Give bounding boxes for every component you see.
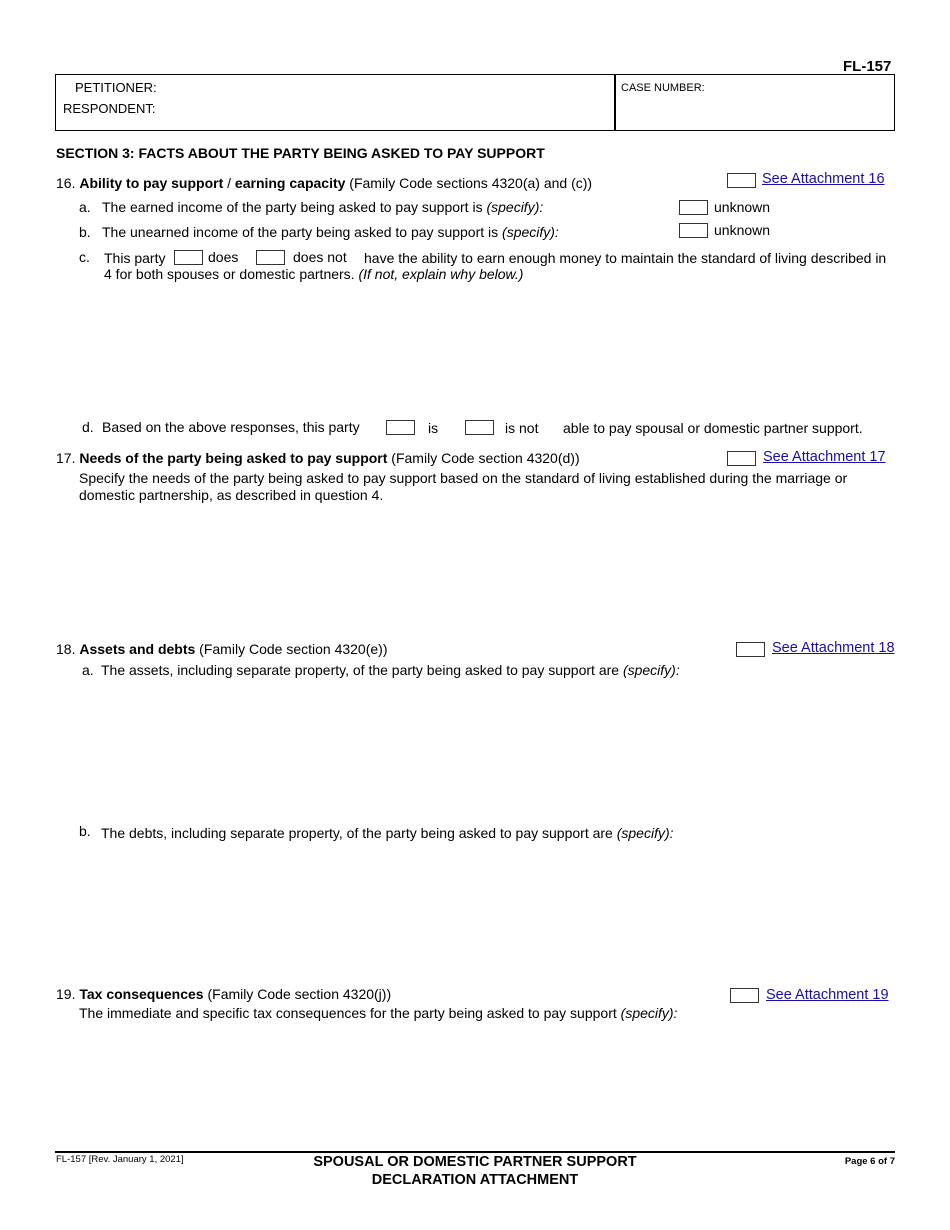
q16d-letter: d.: [82, 419, 94, 435]
q16b-text: [102, 224, 559, 240]
q16d-text: Based on the above responses, this party: [102, 419, 360, 435]
q16a-specify: (specify):: [486, 199, 544, 215]
q16c-does-checkbox[interactable]: [174, 250, 203, 265]
q16-title-sep: /: [223, 175, 235, 191]
q18a-specify: (specify):: [622, 662, 680, 678]
q16-title-rest: (Family Code sections 4320(a) and (c)): [345, 175, 593, 191]
q18a-answer-field[interactable]: [95, 684, 890, 816]
q16d-is-not-label: is not: [505, 420, 539, 436]
q16d-is-not-checkbox[interactable]: [465, 420, 494, 435]
q16c-text-line2: [104, 266, 523, 282]
q18b-text-main: The debts, including separate property, of the party being asked to pay support are: [101, 825, 617, 841]
form-id: FL-157: [843, 58, 892, 75]
q17-title-rest: (Family Code section 4320(d)): [387, 450, 580, 466]
q17-line2: domestic partnership, as described in question 4.: [79, 487, 384, 503]
footer-rule: [55, 1151, 895, 1153]
q16d-is-checkbox[interactable]: [386, 420, 415, 435]
q16-number: 16.: [56, 175, 76, 191]
caption-divider: [614, 74, 616, 131]
q16d-text-end: able to pay spousal or domestic partner support.: [563, 420, 863, 436]
q16-attachment-link[interactable]: See Attachment 16: [762, 171, 885, 187]
q17-title-bold: Needs of the party being asked to pay support: [79, 450, 388, 466]
footer-title-line2: DECLARATION ATTACHMENT: [371, 1172, 579, 1188]
q16b-unknown-checkbox[interactable]: [679, 223, 708, 238]
q18-title-rest: (Family Code section 4320(e)): [195, 641, 388, 657]
q19-attachment-link[interactable]: See Attachment 19: [766, 987, 889, 1003]
footer-page: Page 6 of 7: [844, 1156, 895, 1167]
q18a-text-main: The assets, including separate property, of the party being asked to pay support are: [101, 662, 623, 678]
q19-heading: [56, 986, 391, 1002]
q16b-specify: (specify):: [502, 224, 559, 240]
q17-number: 17.: [56, 450, 76, 466]
case-number-label: CASE NUMBER:: [621, 82, 705, 94]
respondent-field[interactable]: [160, 99, 610, 119]
q18a-text: [101, 662, 680, 678]
q16-attachment-checkbox[interactable]: [727, 173, 756, 188]
q19-attachment-checkbox[interactable]: [730, 988, 759, 1003]
q16c-text-line1: have the ability to earn enough money to maintain the standard of living described in: [364, 250, 887, 266]
q17-answer-field[interactable]: [75, 508, 890, 633]
q18a-letter: a.: [82, 662, 94, 678]
q16c-this-party: This party: [104, 250, 166, 266]
respondent-label: RESPONDENT:: [63, 101, 156, 116]
q16a-text-main: The earned income of the party being asked to pay support is: [102, 199, 487, 215]
q19-text-main: The immediate and specific tax consequences for the party being asked to pay support: [79, 1005, 621, 1021]
q16c-does-not-label: does not: [293, 249, 347, 265]
footer-title-line1: SPOUSAL OR DOMESTIC PARTNER SUPPORT: [313, 1154, 637, 1170]
q19-text: [79, 1005, 677, 1021]
q18-attachment-link[interactable]: See Attachment 18: [772, 640, 895, 656]
q16-title-bold-1: Ability to pay support: [79, 175, 224, 191]
q16d-is-label: is: [428, 420, 439, 436]
footer-revision: FL-157 [Rev. January 1, 2021]: [56, 1154, 184, 1165]
q18-number: 18.: [56, 641, 76, 657]
q16c-text-line2-main: 4 for both spouses or domestic partners.: [104, 266, 359, 282]
q16b-text-main: The unearned income of the party being asked to pay support is: [102, 224, 503, 240]
q16c-letter: c.: [79, 249, 90, 265]
q17-line1: Specify the needs of the party being asked to pay support based on the standard of living established during the marriage or: [79, 470, 848, 486]
q18-heading: [56, 641, 387, 657]
q18b-specify: (specify):: [616, 825, 674, 841]
q16a-text: [102, 199, 543, 215]
q16-heading: [56, 175, 592, 191]
q17-attachment-checkbox[interactable]: [727, 451, 756, 466]
q19-number: 19.: [56, 986, 76, 1002]
section-title: SECTION 3: FACTS ABOUT THE PARTY BEING ASKED TO PAY SUPPORT: [56, 145, 545, 161]
q16c-explanation-field[interactable]: [100, 288, 890, 410]
q16b-letter: b.: [79, 224, 91, 240]
q16c-note: (If not, explain why below.): [358, 266, 524, 282]
q17-attachment-link[interactable]: See Attachment 17: [763, 449, 886, 465]
q16b-unknown-label: unknown: [714, 222, 771, 238]
q19-answer-field[interactable]: [75, 1026, 890, 1144]
q19-title-bold: Tax consequences: [79, 986, 204, 1002]
q19-title-rest: (Family Code section 4320(j)): [203, 986, 392, 1002]
q16-title-bold-2: earning capacity: [234, 175, 346, 191]
q16c-does-not-checkbox[interactable]: [256, 250, 285, 265]
case-number-field[interactable]: [620, 96, 890, 126]
q18b-answer-field[interactable]: [95, 846, 890, 978]
q18-title-bold: Assets and debts: [79, 641, 196, 657]
q18b-text: [101, 825, 674, 841]
q17-heading: [56, 450, 580, 466]
q16a-unknown-label: unknown: [714, 199, 771, 215]
petitioner-label: PETITIONER:: [75, 80, 157, 95]
q18b-letter: b.: [79, 823, 91, 839]
q16c-does-label: does: [208, 249, 239, 265]
q16a-letter: a.: [79, 199, 91, 215]
q16a-unknown-checkbox[interactable]: [679, 200, 708, 215]
q19-specify: (specify):: [620, 1005, 678, 1021]
petitioner-field[interactable]: [160, 78, 610, 98]
q18-attachment-checkbox[interactable]: [736, 642, 765, 657]
